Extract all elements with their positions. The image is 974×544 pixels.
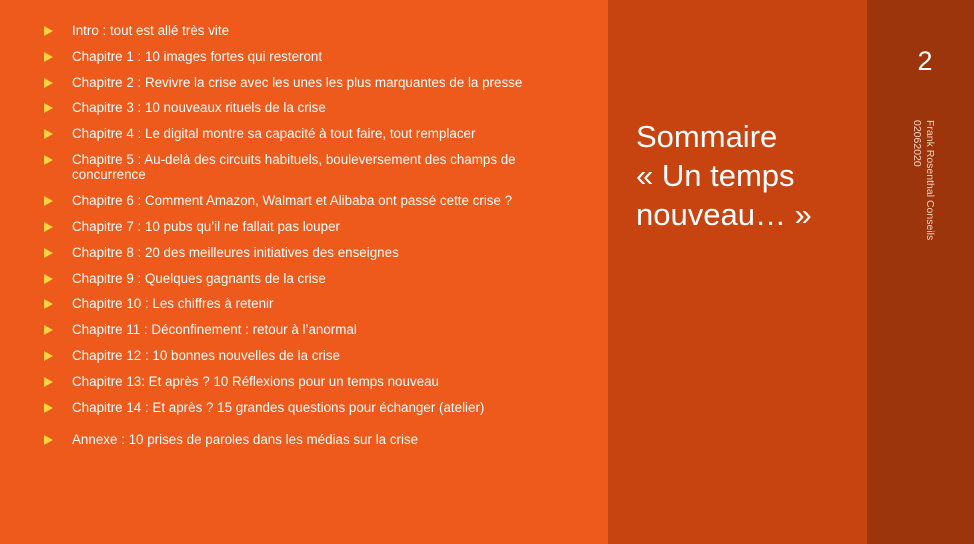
toc-item-label: Chapitre 4 : Le digital montre sa capacité à tout faire, tout remplacer	[72, 126, 476, 142]
footer-author: Frank Rosenthal Conseils	[924, 120, 936, 241]
slide-title	[636, 117, 856, 234]
toc-item-label: Chapitre 9 : Quelques gagnants de la crise	[72, 270, 326, 286]
arrow-bullet-icon	[44, 196, 53, 206]
toc-item-label: Chapitre 1 : 10 images fortes qui resteront	[72, 48, 323, 64]
toc-item-chapitre-5	[40, 152, 588, 183]
toc-item-label: Chapitre 7 : 10 pubs qu’il ne fallait pas louper	[72, 219, 340, 235]
slide-title-line: nouveau… »	[636, 197, 812, 232]
toc-item-chapitre-7	[40, 219, 588, 235]
toc-item-chapitre-14	[40, 400, 588, 416]
toc-item-chapitre-9	[40, 271, 588, 287]
arrow-bullet-icon	[44, 103, 53, 113]
slide-footer	[906, 120, 936, 240]
arrow-bullet-icon	[44, 222, 53, 232]
toc-item-chapitre-11	[40, 322, 588, 338]
arrow-bullet-icon	[44, 52, 53, 62]
toc-item-label: Chapitre 10 : Les chiffres à retenir	[72, 296, 274, 312]
arrow-bullet-icon	[44, 248, 53, 258]
toc-item-label: Chapitre 8 : 20 des meilleures initiatives des enseignes	[72, 244, 399, 260]
arrow-bullet-icon	[44, 299, 53, 309]
arrow-bullet-icon	[44, 351, 53, 361]
arrow-bullet-icon	[44, 377, 53, 387]
toc-item-label: Chapitre 13: Et après ? 10 Réflexions pour un temps nouveau	[72, 373, 439, 389]
arrow-bullet-icon	[44, 26, 53, 36]
toc-item-label: Chapitre 14 : Et après ? 15 grandes questions pour échanger (atelier)	[72, 399, 485, 415]
arrow-bullet-icon	[44, 78, 53, 88]
arrow-bullet-icon	[44, 403, 53, 413]
toc-item-label: Chapitre 12 : 10 bonnes nouvelles de la crise	[72, 348, 340, 364]
toc-item-annexe	[40, 432, 588, 448]
toc-item-chapitre-3	[40, 100, 588, 116]
arrow-bullet-icon	[44, 325, 53, 335]
arrow-bullet-icon	[44, 155, 53, 165]
page-number: 2	[917, 46, 933, 76]
toc-item-chapitre-2	[40, 75, 588, 91]
arrow-bullet-icon	[44, 274, 53, 284]
toc-item-chapitre-10	[40, 296, 588, 312]
toc-item-chapitre-8	[40, 245, 588, 261]
slide-title-line: Sommaire	[636, 119, 778, 154]
table-of-contents	[40, 23, 588, 458]
toc-item-chapitre-4	[40, 126, 588, 142]
toc-item-chapitre-6	[40, 193, 588, 209]
side-panel	[867, 0, 974, 544]
toc-item-chapitre-1	[40, 49, 588, 65]
toc-item-label: Chapitre 6 : Comment Amazon, Walmart et Alibaba ont passé cette crise ?	[72, 193, 513, 209]
toc-item-intro	[40, 23, 588, 39]
toc-item-label: Chapitre 5 : Au-delà des circuits habituels, bouleversement des champs de concurrence	[72, 151, 516, 183]
toc-item-chapitre-13	[40, 374, 588, 390]
toc-item-label: Annexe : 10 prises de paroles dans les médias sur la crise	[72, 432, 419, 448]
toc-item-label: Chapitre 3 : 10 nouveaux rituels de la crise	[72, 100, 326, 116]
toc-item-label: Chapitre 11 : Déconfinement : retour à l’anormal	[72, 322, 357, 338]
title-panel	[608, 0, 867, 544]
toc-item-chapitre-12	[40, 348, 588, 364]
toc-item-label: Chapitre 2 : Revivre la crise avec les unes les plus marquantes de la presse	[72, 74, 523, 90]
slide-title-line: « Un temps	[636, 158, 795, 193]
toc-item-label: Intro : tout est allé très vite	[72, 23, 230, 38]
footer-date: 02062020	[911, 120, 923, 167]
arrow-bullet-icon	[44, 435, 53, 445]
arrow-bullet-icon	[44, 129, 53, 139]
